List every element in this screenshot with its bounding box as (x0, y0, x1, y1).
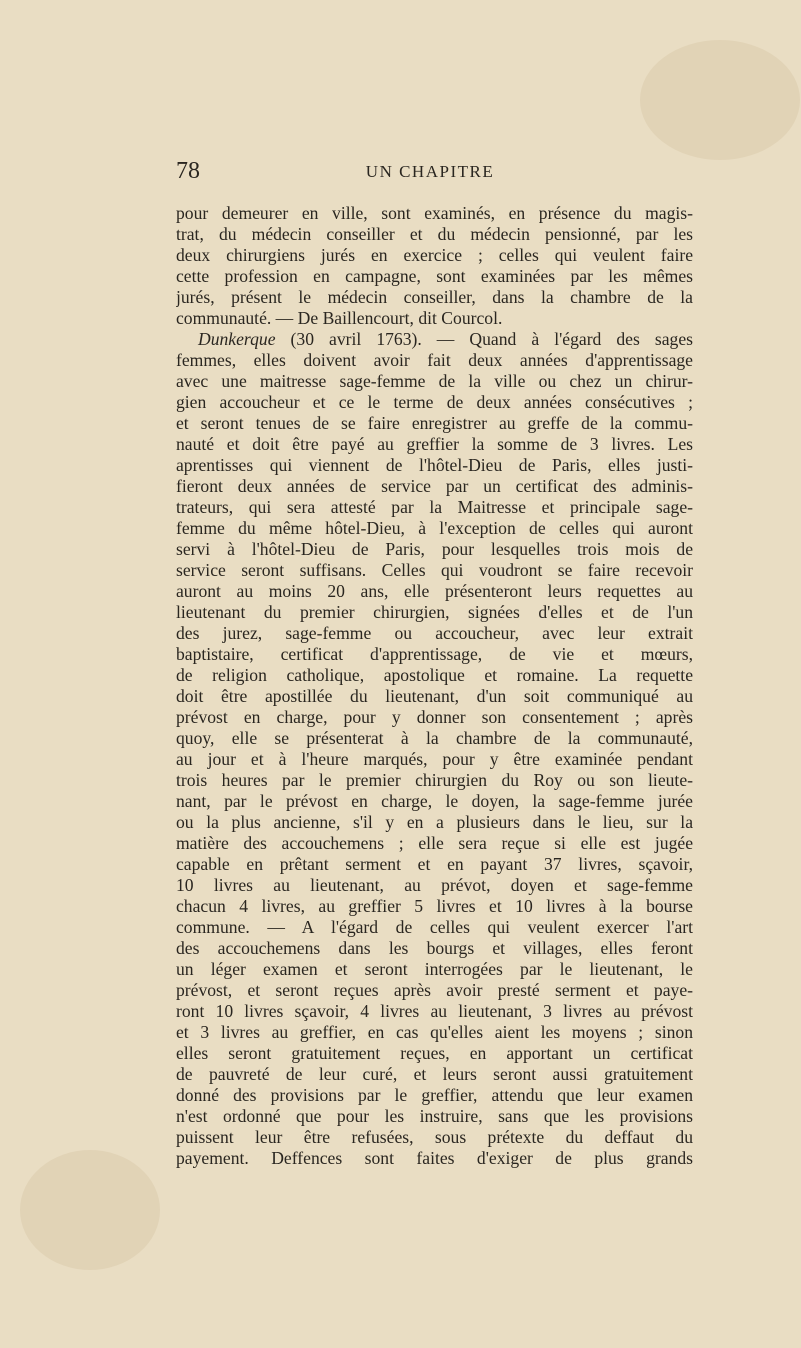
text-line: et 3 livres au greffier, en cas qu'elles aient les moyens ; sinon (176, 1022, 693, 1042)
page-number: 78 (176, 158, 200, 184)
text-line: fieront deux années de service par un certificat des adminis- (176, 476, 693, 496)
text-line: jurés, présent le médecin conseiller, dans la chambre de la (176, 287, 693, 307)
text-line: auront au moins 20 ans, elle présenteront leurs requettes au (176, 581, 693, 601)
text-line: un léger examen et seront interrogées par le lieutenant, le (176, 959, 693, 979)
text-line: de pauvreté de leur curé, et leurs seront aussi gratuitement (176, 1064, 693, 1084)
text-line: elles seront gratuitement reçues, en apportant un certificat (176, 1043, 693, 1063)
text-line: ou la plus ancienne, s'il y en a plusieurs dans le lieu, sur la (176, 812, 693, 832)
text-line: baptistaire, certificat d'apprentissage, de vie et mœurs, (176, 644, 693, 664)
text-line: trois heures par le premier chirurgien du Roy ou son lieute- (176, 770, 693, 790)
paragraph (176, 203, 693, 329)
text-line: nant, par le prévost en charge, le doyen, la sage-femme jurée (176, 791, 693, 811)
text-line: communauté. — De Baillencourt, dit Courcol. (176, 308, 503, 328)
text-line: commune. — A l'égard de celles qui veulent exercer l'art (176, 917, 693, 937)
text-line: prévost, et seront reçues après avoir presté serment et paye- (176, 980, 693, 1000)
text-line: femme du même hôtel-Dieu, à l'exception de celles qui auront (176, 518, 693, 538)
text-line: payement. Deffences sont faites d'exiger de plus grands (176, 1148, 693, 1168)
text-line: 10 livres au lieutenant, au prévot, doyen et sage-femme (176, 875, 693, 895)
text-line: capable en prêtant serment et en payant 37 livres, sçavoir, (176, 854, 693, 874)
text-line: doit être apostillée du lieutenant, d'un soit communiqué au (176, 686, 693, 706)
text-line: gien accoucheur et ce le terme de deux années consécutives ; (176, 392, 693, 412)
text-line: aprentisses qui viennent de l'hôtel-Dieu de Paris, elles justi- (176, 455, 693, 475)
running-title: UN CHAPITRE (365, 162, 495, 181)
text-line: de religion catholique, apostolique et romaine. La requette (176, 665, 693, 685)
text-line: donné des provisions par le greffier, attendu que leur examen (176, 1085, 693, 1105)
text-line: des accouchemens dans les bourgs et villages, elles feront (176, 938, 693, 958)
text-line: ront 10 livres sçavoir, 4 livres au lieutenant, 3 livres au prévost (176, 1001, 693, 1021)
text-line: lieutenant du premier chirurgien, signées d'elles et de l'un (176, 602, 693, 622)
text-line: service seront suffisans. Celles qui voudront se faire recevoir (176, 560, 693, 580)
text-line: deux chirurgiens jurés en exercice ; celles qui veulent faire (176, 245, 693, 265)
body-text (176, 203, 693, 1169)
text-line: quoy, elle se présenterat à la chambre de la communauté, (176, 728, 693, 748)
text-line: trateurs, qui sera attesté par la Maitresse et principale sage- (176, 497, 693, 517)
text-line: nauté et doit être payé au greffier la somme de 3 livres. Les (176, 434, 693, 454)
text-line: chacun 4 livres, au greffier 5 livres et 10 livres à la bourse (176, 896, 693, 916)
text-line: femmes, elles doivent avoir fait deux années d'apprentissage (176, 350, 693, 370)
text-line: servi à l'hôtel-Dieu de Paris, pour lesquelles trois mois de (176, 539, 693, 559)
text-line: prévost en charge, pour y donner son consentement ; après (176, 707, 693, 727)
paragraph (176, 329, 693, 1169)
text-line: pour demeurer en ville, sont examinés, en présence du magis- (176, 203, 693, 223)
text-line: puissent leur être refusées, sous prétexte du deffaut du (176, 1127, 693, 1147)
text-line: matière des accouchemens ; elle sera reçue si elle est jugée (176, 833, 693, 853)
text-line: des jurez, sage-femme ou accoucheur, avec leur extrait (176, 623, 693, 643)
text-line: avec une maitresse sage-femme de la ville ou chez un chirur- (176, 371, 693, 391)
text-line: cette profession en campagne, sont examinées par les mêmes (176, 266, 693, 286)
text-line: au jour et à l'heure marqués, pour y être examinée pendant (176, 749, 693, 769)
paper-stain (640, 40, 800, 160)
text-line: Dunkerque (30 avril 1763). — Quand à l'égard des sages (198, 329, 693, 349)
text-line: trat, du médecin conseiller et du médecin pensionné, par les (176, 224, 693, 244)
text-line: n'est ordonné que pour les instruire, sans que les provisions (176, 1106, 693, 1126)
text-line: et seront tenues de se faire enregistrer au greffe de la commu- (176, 413, 693, 433)
paper-stain (20, 1150, 160, 1270)
